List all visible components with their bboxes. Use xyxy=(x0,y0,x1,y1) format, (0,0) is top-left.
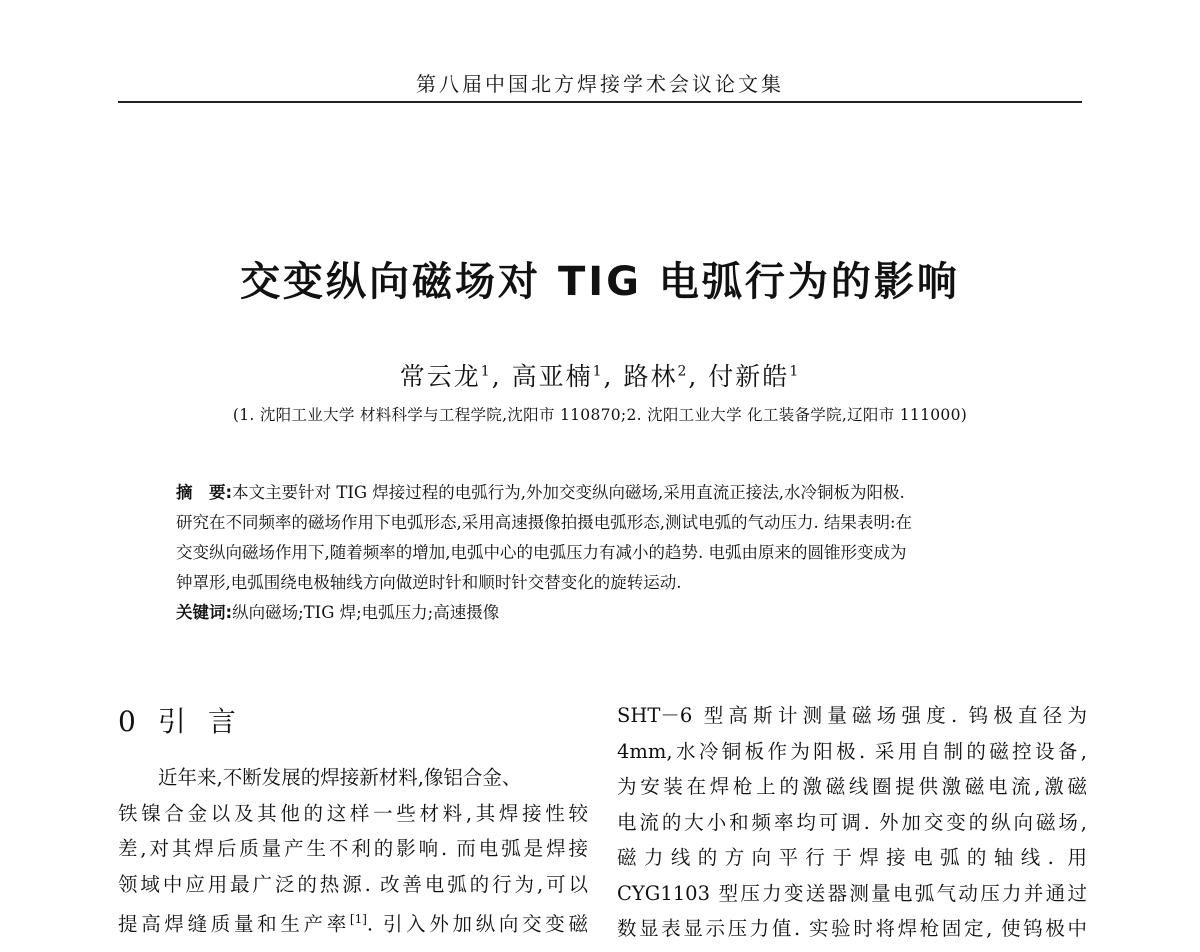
author-affiliation-mark: 1 xyxy=(480,363,492,380)
citation-ref: [1] xyxy=(349,912,367,926)
body-line: 为安装在焊枪上的激磁线圈提供激磁电流,激磁 xyxy=(617,775,1087,798)
abstract-label: 摘 要: xyxy=(176,483,233,502)
author-separator: , xyxy=(603,362,614,391)
author-separator: , xyxy=(491,362,502,391)
author-name: 高亚楠 xyxy=(511,362,593,391)
author-affiliation-mark: 1 xyxy=(789,363,801,380)
section-number: 0 xyxy=(118,705,136,738)
body-line: 4mm,水冷铜板作为阳极. 采用自制的磁控设备, xyxy=(617,739,1087,763)
body-text: 提高焊缝质量和生产率 xyxy=(118,912,350,936)
abstract-line: 研究在不同频率的磁场作用下电弧形态,采用高速摄像拍摄电弧形态,测试电弧的气动压力. 结果表明:在 xyxy=(176,513,913,532)
body-line: SHT－6 型高斯计测量磁场强度. 钨极直径为 xyxy=(617,704,1087,727)
left-column xyxy=(118,760,588,942)
right-column xyxy=(617,698,1087,947)
author-separator: , xyxy=(688,362,699,391)
affiliations: (1. 沈阳工业大学 材料科学与工程学院,沈阳市 110870;2. 沈阳工业大学 化工装备学院,辽阳市 111000) xyxy=(232,406,968,424)
body-line: CYG1103 型压力变送器测量电弧气动压力并通过 xyxy=(617,881,1087,905)
body-text: . 引入外加纵向交变磁 xyxy=(366,912,588,936)
body-line xyxy=(118,902,588,942)
abstract-line: 钟罩形,电弧围绕电极轴线方向做逆时针和顺时针交替变化的旋转运动. xyxy=(176,573,682,592)
abstract-line: 交变纵向磁场作用下,随着频率的增加,电弧中心的电弧压力有减小的趋势. 电弧由原来的圆锥形变成为 xyxy=(176,543,907,562)
paper-title: 交变纵向磁场对 TIG 电弧行为的影响 xyxy=(240,259,960,305)
abstract xyxy=(176,478,1036,628)
body-line: 磁力线的方向平行于焊接电弧的轴线. 用 xyxy=(617,846,1087,869)
body-line: 领域中应用最广泛的热源. 改善电弧的行为,可以 xyxy=(118,872,588,896)
section-title: 引言 xyxy=(157,705,258,738)
body-line: 数显表显示压力值. 实验时将焊枪固定, 使钨极中 xyxy=(617,917,1087,940)
author-affiliation-mark: 2 xyxy=(677,363,689,380)
author-affiliation-mark: 1 xyxy=(592,363,604,380)
abstract-line xyxy=(176,478,1036,508)
author-name: 常云龙 xyxy=(399,362,481,391)
author-name: 付新皓 xyxy=(708,362,790,391)
keywords-text: 纵向磁场;TIG 焊;电弧压力;高速摄像 xyxy=(232,603,500,622)
keywords-line xyxy=(176,598,1036,628)
author-name: 路林 xyxy=(623,362,678,391)
body-line: 差,对其焊后质量产生不利的影响. 而电弧是焊接 xyxy=(118,837,588,860)
running-header: 第八届中国北方焊接学术会议论文集 xyxy=(416,72,784,96)
header-rule xyxy=(118,101,1082,103)
abstract-text: 本文主要针对 TIG 焊接过程的电弧行为,外加交变纵向磁场,采用直流正接法,水冷铜板为阳极. xyxy=(232,483,905,502)
body-line: 近年来,不断发展的焊接新材料,像铝合金、 xyxy=(158,766,522,789)
section-heading xyxy=(118,700,258,740)
keywords-label: 关键词: xyxy=(176,603,233,622)
author-list xyxy=(0,357,1200,393)
body-line: 铁镍合金以及其他的这样一些材料,其焊接性较 xyxy=(118,801,588,825)
body-line: 电流的大小和频率均可调. 外加交变的纵向磁场, xyxy=(617,810,1087,834)
